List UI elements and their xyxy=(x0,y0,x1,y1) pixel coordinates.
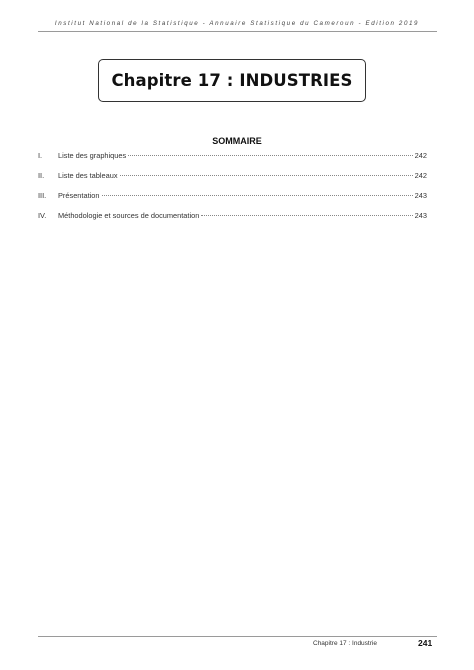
table-of-contents xyxy=(38,151,427,231)
chapter-title-box xyxy=(98,59,366,102)
toc-entry-label: Liste des graphiques xyxy=(58,151,127,160)
toc-leader-dots xyxy=(120,175,413,176)
toc-entry-label: Présentation xyxy=(58,191,100,200)
toc-entry-page: 243 xyxy=(414,211,427,220)
toc-entry[interactable] xyxy=(38,171,427,191)
toc-entry-page: 242 xyxy=(414,151,427,160)
toc-entry-number: III. xyxy=(38,191,47,200)
footer-page-number: 241 xyxy=(418,638,433,648)
header-running-title: Institut National de la Statistique - Annuaire Statistique du Cameroun - Edition 2019 xyxy=(54,20,420,27)
toc-entry-number: I. xyxy=(38,151,43,160)
toc-entry-number: II. xyxy=(38,171,45,180)
toc-entry-number: IV. xyxy=(38,211,47,220)
toc-entry-page: 243 xyxy=(414,191,427,200)
toc-entry-page: 242 xyxy=(414,171,427,180)
header-divider xyxy=(38,31,437,32)
toc-leader-dots xyxy=(128,155,412,156)
toc-entry[interactable] xyxy=(38,151,427,171)
footer-chapter-label: Chapitre 17 : Industrie xyxy=(313,640,377,647)
toc-entry-label: Méthodologie et sources de documentation xyxy=(58,211,200,220)
toc-entry[interactable] xyxy=(38,191,427,211)
toc-leader-dots xyxy=(201,215,412,216)
toc-entry-label: Liste des tableaux xyxy=(58,171,118,180)
chapter-title: Chapitre 17 : INDUSTRIES xyxy=(111,71,353,90)
toc-leader-dots xyxy=(102,195,413,196)
toc-heading: SOMMAIRE xyxy=(212,136,262,146)
footer-divider xyxy=(38,636,437,637)
toc-entry[interactable] xyxy=(38,211,427,231)
